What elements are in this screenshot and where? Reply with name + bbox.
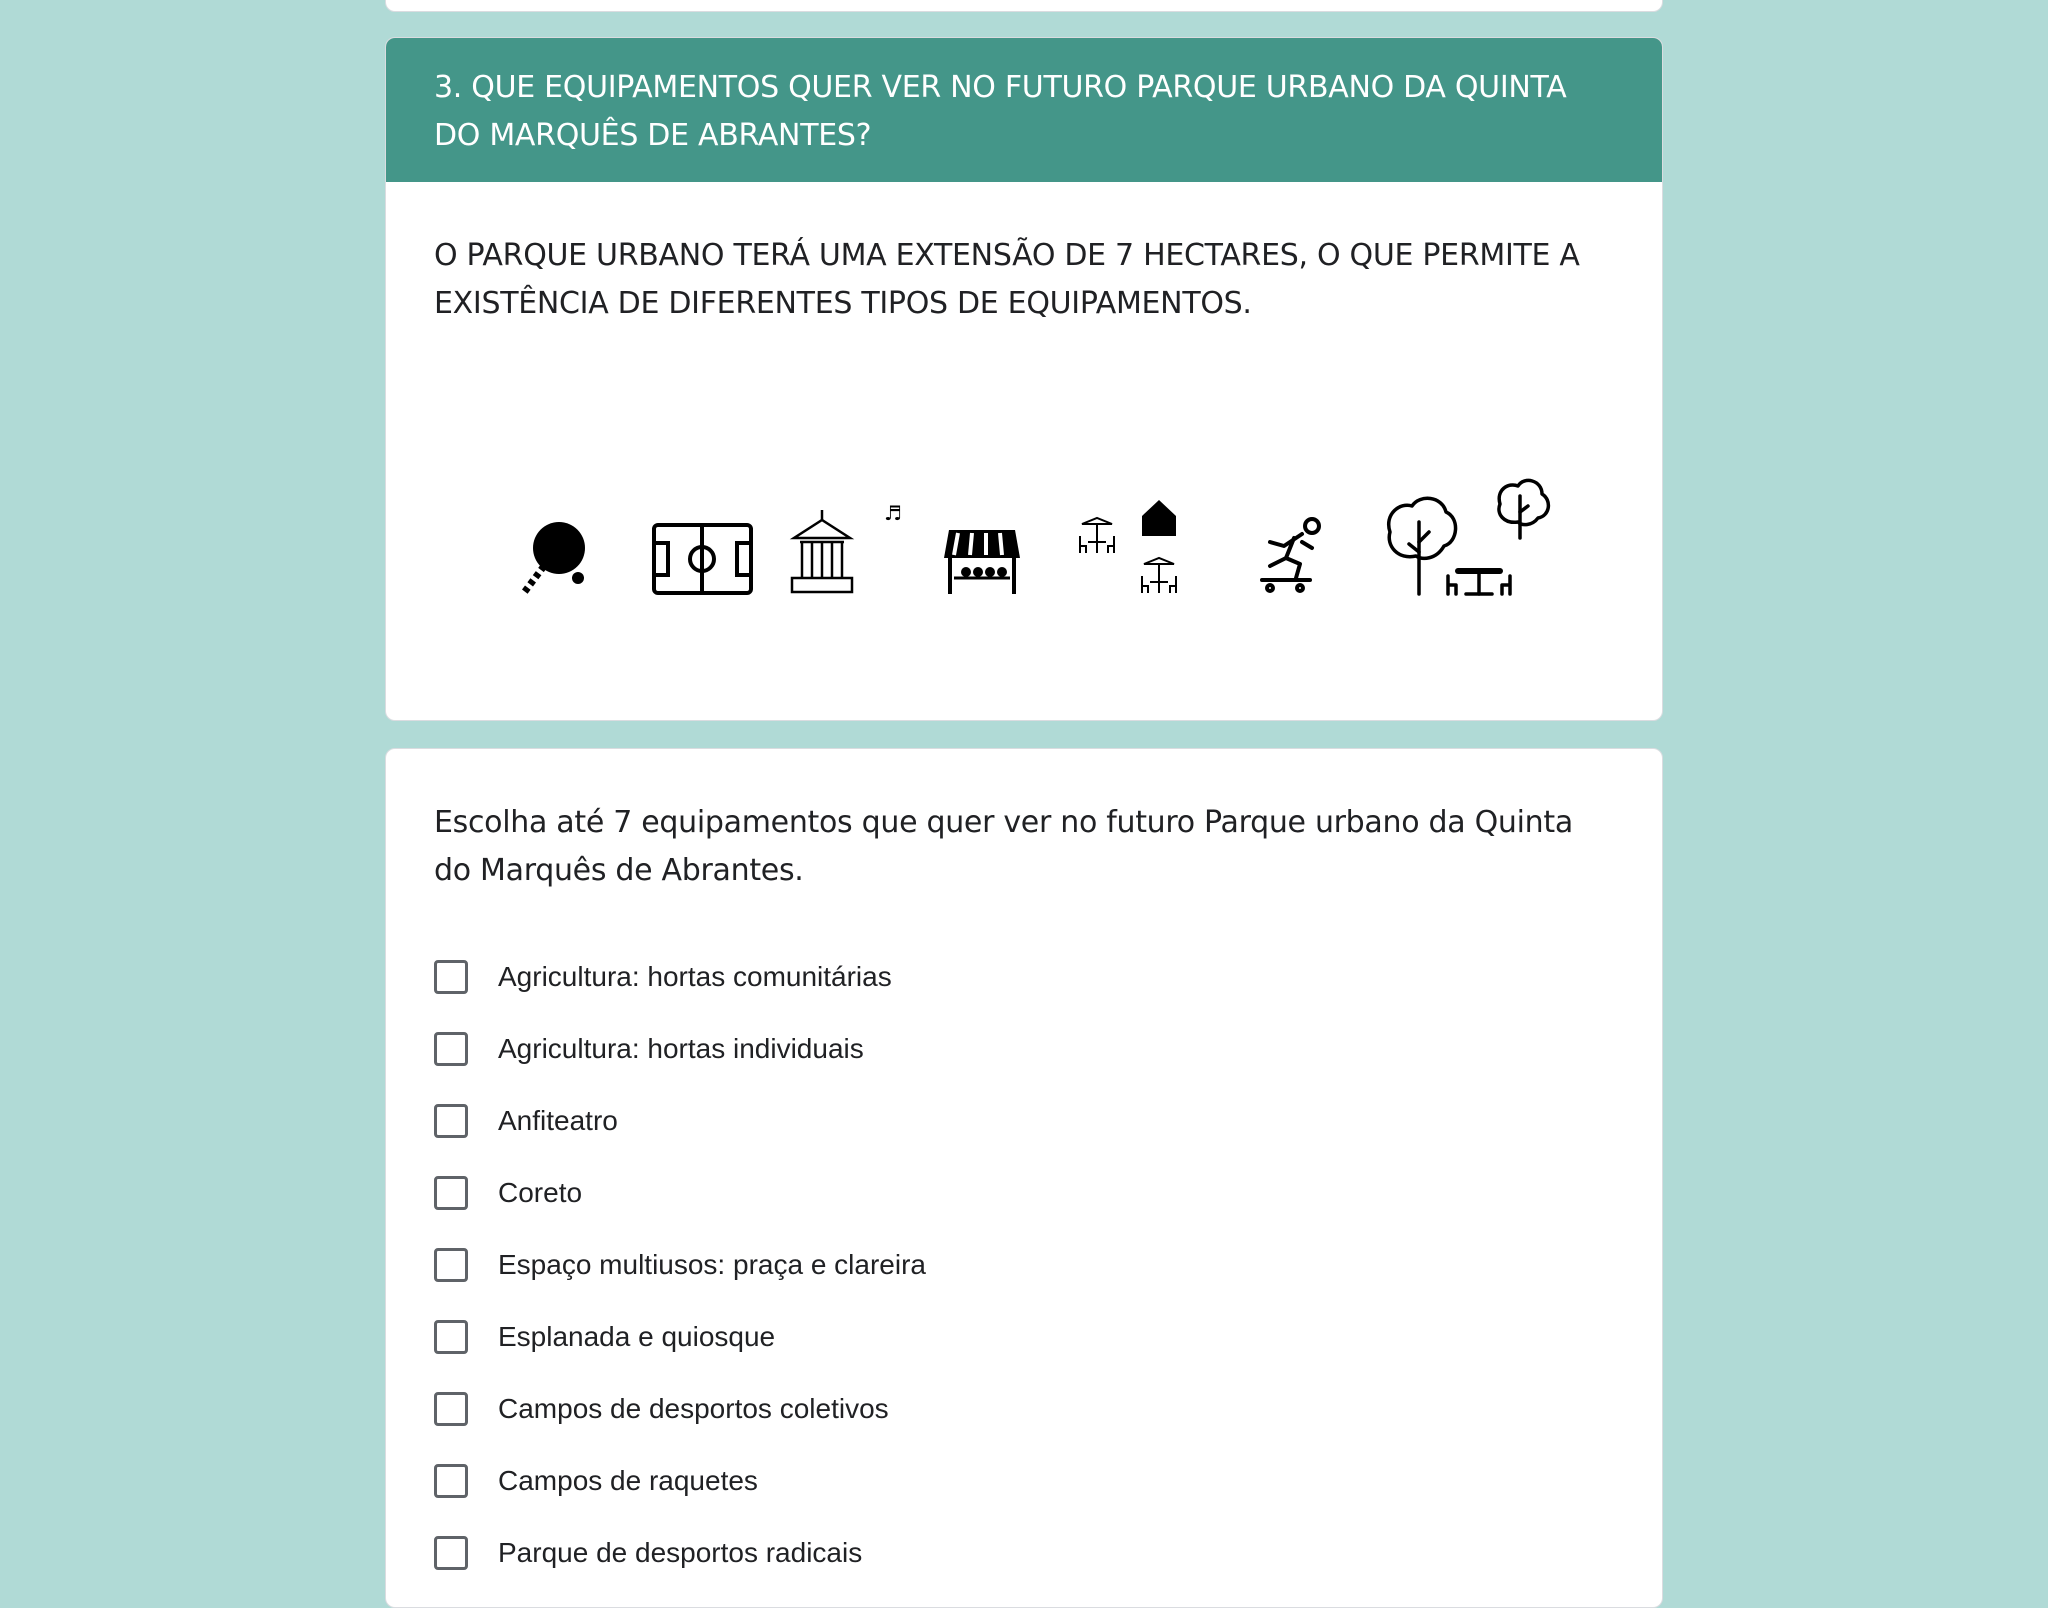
checkbox-options	[434, 941, 926, 1589]
option-row[interactable]	[434, 1301, 926, 1373]
checkbox[interactable]	[434, 1248, 468, 1282]
option-label: Agricultura: hortas comunitárias	[498, 961, 892, 992]
question-title: Escolha até 7 equipamentos que quer ver no futuro Parque urbano da Quinta do Marquês de Abrantes.	[434, 805, 1573, 888]
bandstand-icon	[792, 501, 902, 592]
previous-section-card	[385, 0, 1663, 12]
option-row[interactable]	[434, 941, 926, 1013]
skateboarder-icon	[1262, 519, 1319, 591]
kiosk-terrace-icon	[1080, 500, 1176, 593]
market-stall-icon	[944, 530, 1020, 594]
trees-picnic-icon	[1389, 480, 1549, 594]
checkbox[interactable]	[434, 960, 468, 994]
option-label: Campos de desportos coletivos	[498, 1393, 889, 1424]
question-card	[385, 748, 1663, 1608]
option-label: Coreto	[498, 1177, 583, 1208]
checkbox[interactable]	[434, 1392, 468, 1426]
section-title: 3. QUE EQUIPAMENTOS QUER VER NO FUTURO PARQUE URBANO DA QUINTA DO MARQUÊS DE ABRANTES?	[386, 38, 1662, 182]
racket-icon	[523, 522, 585, 594]
checkbox[interactable]	[434, 1104, 468, 1138]
option-label: Espaço multiusos: praça e clareira	[498, 1249, 926, 1280]
section-description: O PARQUE URBANO TERÁ UMA EXTENSÃO DE 7 HECTARES, O QUE PERMITE A EXISTÊNCIA DE DIFERENTES TIPOS DE EQUIPAMENTOS.	[434, 238, 1580, 321]
option-label: Campos de raquetes	[498, 1465, 758, 1496]
option-row[interactable]	[434, 1157, 926, 1229]
football-field-icon	[654, 525, 751, 593]
checkbox[interactable]	[434, 1536, 468, 1570]
option-label: Parque de desportos radicais	[498, 1537, 863, 1568]
option-row[interactable]	[434, 1517, 926, 1589]
checkbox[interactable]	[434, 1464, 468, 1498]
svg-text:♬: ♬	[884, 501, 902, 525]
option-row[interactable]	[434, 1445, 926, 1517]
option-row[interactable]	[434, 1085, 926, 1157]
option-row[interactable]	[434, 1373, 926, 1445]
checkbox[interactable]	[434, 1176, 468, 1210]
equipment-illustration	[386, 438, 1663, 618]
option-label: Anfiteatro	[498, 1105, 618, 1136]
option-row[interactable]	[434, 1013, 926, 1085]
checkbox[interactable]	[434, 1032, 468, 1066]
option-label: Esplanada e quiosque	[498, 1321, 776, 1352]
option-label: Agricultura: hortas individuais	[498, 1033, 864, 1064]
option-row[interactable]	[434, 1229, 926, 1301]
checkbox[interactable]	[434, 1320, 468, 1354]
section-card	[385, 37, 1663, 721]
